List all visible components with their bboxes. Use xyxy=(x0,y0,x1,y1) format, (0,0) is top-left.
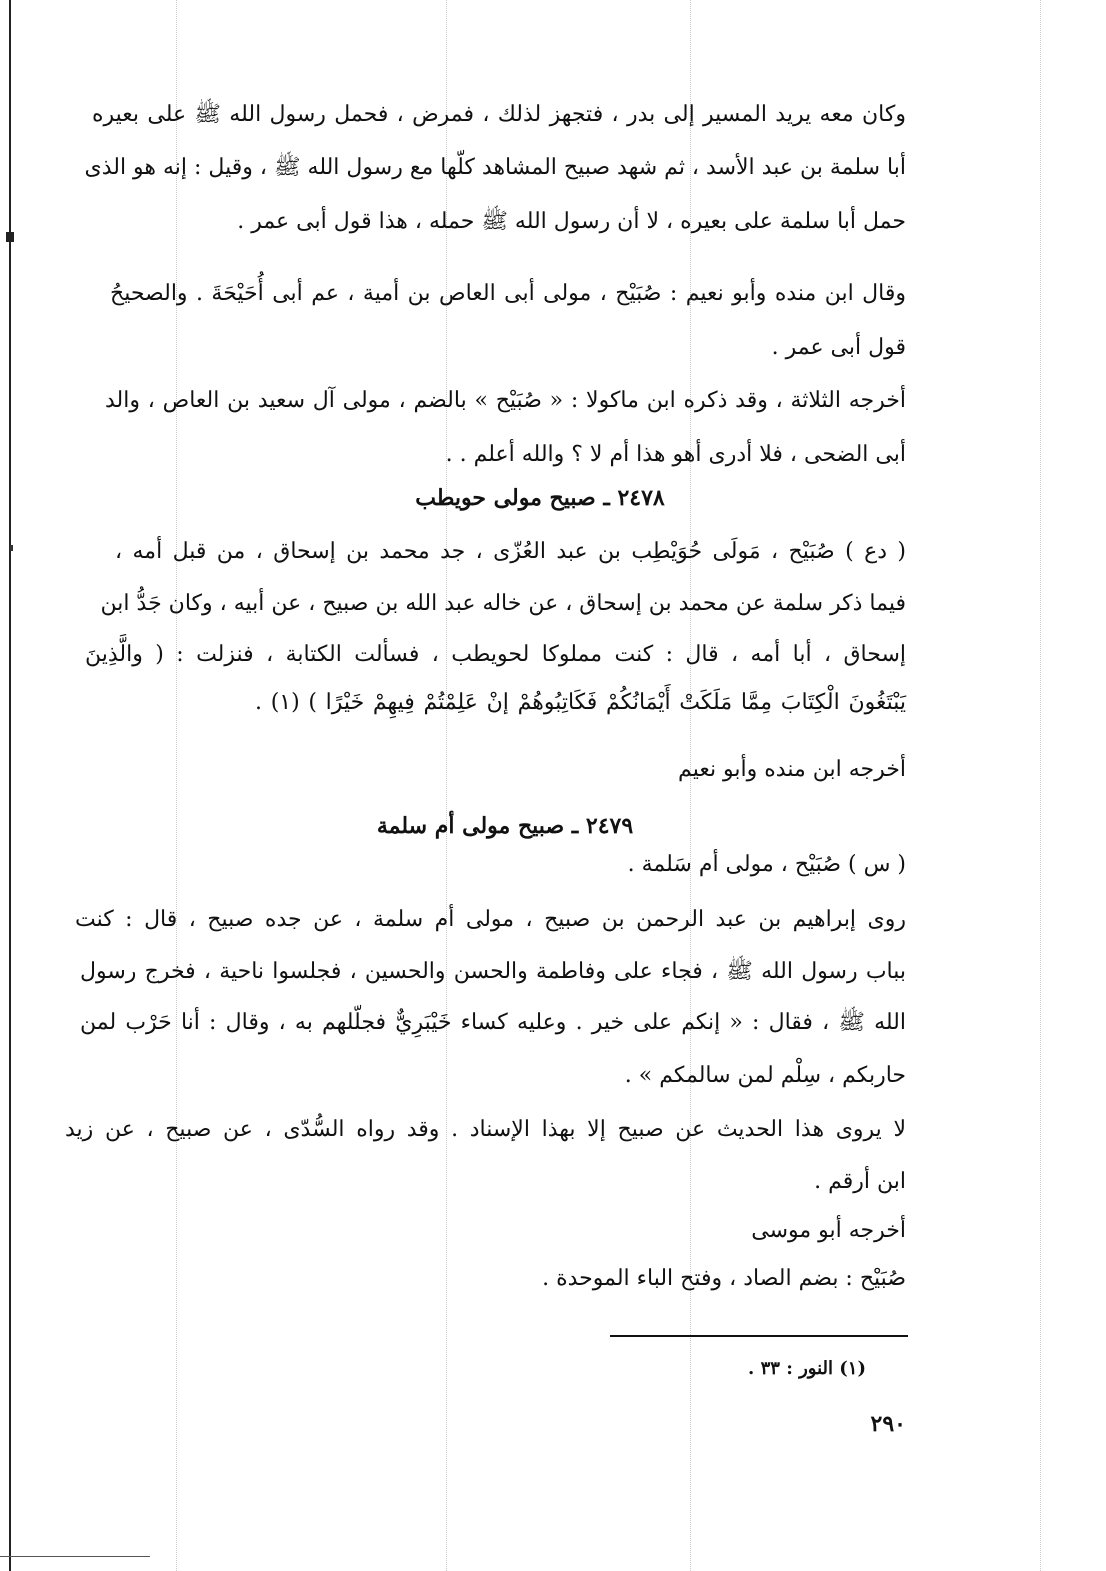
scan-guide-line xyxy=(1040,0,1041,1571)
entry-heading: ٢٤٧٩ ـ صبيح مولى أم سلمة xyxy=(376,813,634,839)
text-line: روى إبراهيم بن عبد الرحمن بن صبيح ، مولى أم سلمة ، عن جده صبيح ، قال : كنت xyxy=(75,907,906,932)
text-line: أخرجه أبو موسى xyxy=(751,1218,906,1243)
text-line: قول أبى عمر . xyxy=(771,335,906,360)
text-line: يَبْتَغُونَ الْكِتَابَ مِمَّا مَلَكَتْ أَيْمَانُكُمْ فَكَاتِبُوهُمْ إنْ عَلِمْتُمْ فِيهِمْ خَيْرًا ) (١) . xyxy=(255,690,906,715)
scan-guide-line xyxy=(176,0,177,1571)
text-line: بباب رسول الله ﷺ ، فجاء على وفاطمة والحسن والحسين ، فجلسوا ناحية ، فخرج رسول xyxy=(80,959,906,984)
text-line: أخرجه الثلاثة ، وقد ذكره ابن ماكولا : « صُبَيْح » بالضم ، مولى آل سعيد بن العاص ، والد xyxy=(105,388,906,413)
text-line: ابن أرقم . xyxy=(814,1169,906,1194)
text-line: وقال ابن منده وأبو نعيم : صُبَيْح ، مولى أبى العاص بن أمية ، عم أبى أُحَيْحَةَ . والصحيحُ xyxy=(110,281,906,306)
text-line: حاربكم ، سِلْم لمن سالمكم » . xyxy=(624,1063,906,1088)
text-line: إسحاق ، أبا أمه ، قال : كنت مملوكا لحويطب ، فسألت الكتابة ، فنزلت : ( والَّذِينَ xyxy=(85,642,906,667)
page-number: ٢٩٠ xyxy=(870,1411,906,1437)
text-line: أخرجه ابن منده وأبو نعيم xyxy=(678,757,906,782)
text-line: ( س ) صُبَيْح ، مولى أم سَلمة . xyxy=(627,852,906,877)
text-line: أبى الضحى ، فلا أدرى أهو هذا أم لا ؟ والله أعلم . . xyxy=(445,442,906,467)
text-line: صُبَيْح : بضم الصاد ، وفتح الباء الموحدة . xyxy=(542,1266,906,1291)
text-line: وكان معه يريد المسير إلى بدر ، فتجهز لذلك ، فمرض ، فحمل رسول الله ﷺ على بعيره xyxy=(92,102,906,127)
scan-mark xyxy=(6,232,14,242)
scan-dot xyxy=(10,545,13,551)
entry-heading: ٢٤٧٨ ـ صبيح مولى حويطب xyxy=(415,485,665,511)
text-line: ( دع ) صُبَيْح ، مَولَى حُوَيْطِب بن عبد العُزّى ، جد محمد بن إسحاق ، من قبل أمه ، xyxy=(115,539,906,564)
text-line: لا يروى هذا الحديث عن صبيح إلا بهذا الإسناد . وقد رواه السُّدّى ، عن صبيح ، عن زيد xyxy=(65,1117,906,1142)
footnote-rule xyxy=(610,1335,908,1337)
text-line: أبا سلمة بن عبد الأسد ، ثم شهد صبيح المشاهد كلّها مع رسول الله ﷺ ، وقيل : إنه هو الذى xyxy=(84,155,906,180)
footnote: (١) النور : ٣٣ . xyxy=(748,1358,866,1379)
scan-bottom-edge xyxy=(0,1556,150,1557)
text-line: الله ﷺ ، فقال : « إنكم على خير . وعليه كساء خَيْبَرِيٌّ فجلّلهم به ، وقال : أنا حَرْب لمن xyxy=(80,1010,906,1035)
text-line: فيما ذكر سلمة عن محمد بن إسحاق ، عن خاله عبد الله بن صبيح ، عن أبيه ، وكان جَدُّ ابن xyxy=(100,591,906,616)
text-line: حمل أبا سلمة على بعيره ، لا أن رسول الله ﷺ حمله ، هذا قول أبى عمر . xyxy=(237,209,906,234)
